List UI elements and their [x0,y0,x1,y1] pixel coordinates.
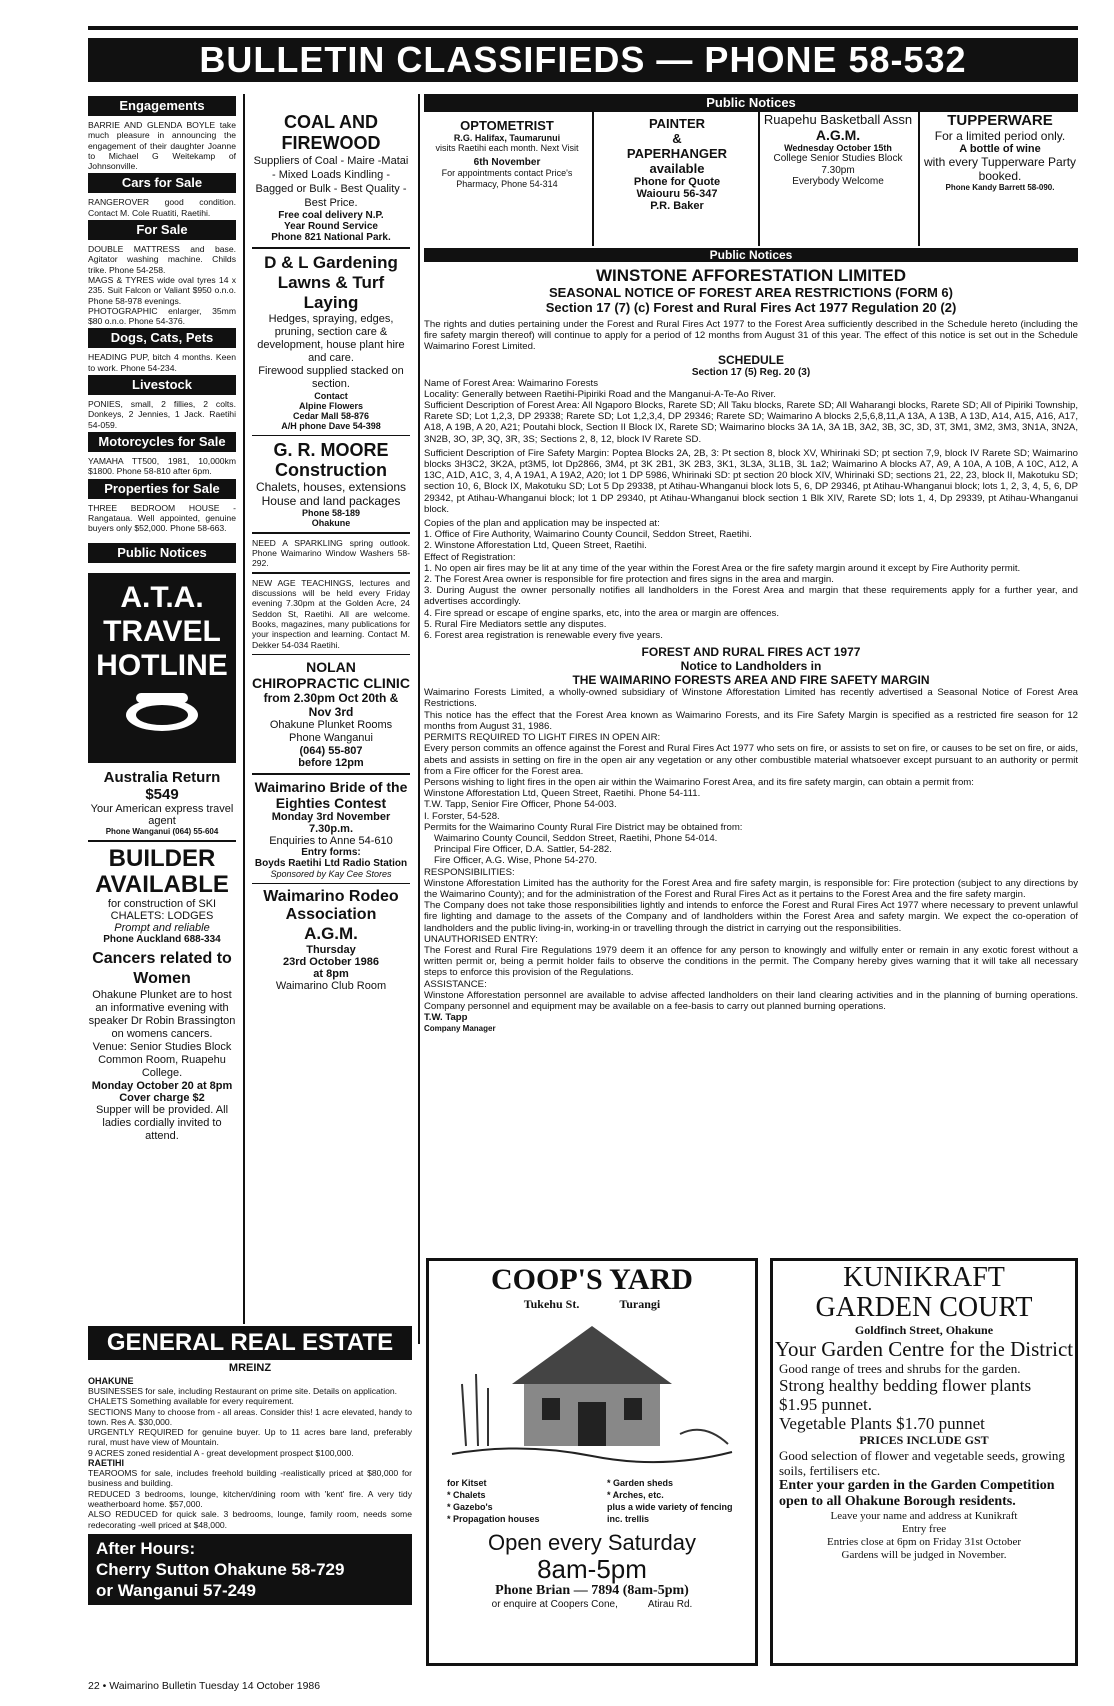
classified-column-1 [88,94,236,1324]
ad-phone: Phone Brian — 7894 (8am-5pm) [495,1583,689,1598]
notice-paragraph: Winstone Afforestation personnel are available to advise affected landholders on their land clearing activities and in the planning of burning operations. Company personnel and equipment may be available on a fee-basis to carry out planned burning operations. [424,989,1078,1012]
town-label: Turangi [619,1297,661,1311]
ad-phone: (064) 55-807 [299,745,363,758]
column-rule [243,94,245,1324]
ad-text: Leave your name and address at Kunikraft [830,1510,1018,1522]
ad-text: Year Round Service [284,221,378,232]
divider [252,247,410,249]
ad-heading: available [649,161,705,176]
notice-paragraph: Every person commits an offence against the Forest and Rural Fires Act 1977 who sets on fire, or assists to set on fire, or causes to be set on fire, or aids, abets and assists in setting on fire in the open air any vegetation or any other combustible material whatsoever except pursuant to an authority or permit from a Fire officer for the Forest area. [424,743,1078,777]
ad-phone: Phone 821 National Park. [271,232,391,243]
product-item: plus a wide variety of fencing inc. trellis [607,1502,733,1524]
ad-tagline: Your Garden Centre for the District [774,1337,1074,1361]
ad-text: Ohakune [311,518,351,528]
kunikraft-ad [770,1258,1078,1666]
notice-paragraph: Sufficient Description of Forest Area: All Ngaporo Blocks, Rarete SD; All Taku blocks, Rarete SD; All Waharangi blocks, Rarete SD; All of Pipiriki Township, Rarete SD; Lot 1,2,3, DP 29338; Rarete SD; Lot 1,2,3,4, DP 29346; Rarete SD; Waimarino A blocks 2,5,6,8,11,A 13A, A 13B, A 13D, A14, A15, A16, A17, A18, A 19B, A 20, A21; Poutahi block, Section II Block IX, Rarete SD; Waimarino blocks 3A 1A, 3A 1B, 3A2, 3B, 3C, 3D, 3T, 3M1, 3M2, 3M3, 3N1A, 3N2A, 3N2B, 3O, 3P, 3Q, 3R, 3S; Sections 2, 8, 12, block IV Rarete SD. [424,400,1078,445]
ad-heading: PAINTER [648,116,706,131]
after-hours-contact: Cherry Sutton Ohakune 58-729 [96,1559,345,1579]
section-header-properties: Properties for Sale [88,479,236,499]
product-item: * Gazebo's [447,1502,493,1512]
real-estate-ad [88,1326,412,1666]
listing: REDUCED 3 bedrooms, lounge, kitchen/dining room with 'kent' fire. A very tidy weatherboard home. $57,000. [88,1488,412,1509]
notice-paragraph: I. Forster, 54-528. [424,810,500,822]
ad-text: Venue: Senior Studies Block Common Room, Ruapehu College. [92,1040,232,1079]
notice-paragraph: The Company does not take those responsibilities lightly and intends to enforce the Forest and Rural Fires Act 1977 where necessary to prevent unlawful fire lighting and damage to the assets of the Company and of landholders within the Forest Area and safety margin. We expect the co-operation of landholders and the public living-in, working-in or travelling through the district in carrying out the responsibilities. [424,900,1078,934]
classified-ad: NEED A SPARKLING spring outlook. Phone Waimarino Window Washers 58-292. [252,537,410,569]
classified-column-2 [252,112,410,1342]
product-item: * Arches, etc. [607,1490,664,1500]
notice-paragraph: Name of Forest Area: Waimarino Forests [424,377,598,389]
ad-heading: PAPERHANGER [626,146,728,161]
notice-paragraph: Locality: Generally between Raetihi-Pipiriki Road and the Manganui-A-Te-Ao River. [424,388,776,400]
section-header-for-sale: For Sale [88,220,236,240]
notice-paragraph: Winstone Afforestation Ltd, Queen Street, Raetihi. Phone 54-111. [424,788,701,800]
ad-text: Suppliers of Coal - Maire -Matai - Mixed Loads Kindling - Bagged or Bulk - Best Quality - Best Price. [253,155,409,209]
ad-text: Hedges, spraying, edges, pruning, section care & development, house plant hire and care. [257,312,405,364]
notice-signature: Company Manager [424,1024,496,1034]
classified-ad: PONIES, small, 2 fillies, 2 colts. Donkeys, 2 Jennies, 1 Jack. Raetihi 54-059. [88,399,236,430]
nolan-chiropractic-ad [252,659,410,769]
notice-heading: SCHEDULE [717,352,784,367]
notice-paragraph: Principal Fire Officer, D.A. Sattler, 54-282. [434,844,612,856]
coop-address [429,1599,755,1610]
classified-ad: RANGEROVER good condition. Contact M. Cole Ruatiti, Raetihi. [88,197,236,218]
listing: TEAROOMS for sale, includes freehold building -realistically priced at $80,000 for business and building. [88,1468,412,1489]
ad-text: Ohakune Plunket Rooms [269,719,393,732]
ad-text: Good selection of flower and vegetable seeds, growing soils, fertilisers etc. [779,1448,1065,1478]
notice-paragraph: 6. Forest area registration is renewable every five years. [424,630,663,642]
ad-phone: Phone Wanganui (064) 55-604 [105,827,219,837]
australia-ad [88,769,236,836]
notice-signature: T.W. Tapp [424,1012,468,1024]
ad-text: PRICES INCLUDE GST [859,1433,989,1447]
listing: CHALETS Something available for every requirement. [88,1396,294,1407]
notice-paragraph: Copies of the plan and application may be inspected at: [424,518,660,530]
notice-paragraph: PERMITS REQUIRED TO LIGHT FIRES IN OPEN AIR: [424,732,661,744]
classified-ad: MAGS & TYRES wide oval tyres 14 x 235. Suit Falcon or Valiant $950 o.n.o. Phone 58-978 evenings. [88,274,236,306]
notice-paragraph: ASSISTANCE: [424,978,487,990]
listing: SECTIONS Many to choose from - all areas. Consider this! 1 acre elevated, handy to town. Res A. $30,000. [88,1406,412,1427]
ad-heading: COAL AND FIREWOOD [281,112,381,153]
divider [252,654,410,656]
listing: URGENTLY REQUIRED for genuine buyer. Up to 11 acres bare land, preferably rural, must have view of Mountain. [88,1427,412,1448]
coop-location [429,1297,755,1312]
ad-text: Entries close at 6pm on Friday 31st October [827,1536,1021,1548]
ad-heading: TUPPERWARE [947,112,1053,129]
section-header-pets: Dogs, Cats, Pets [88,328,236,348]
ad-date: Monday 3rd November 7.30p.m. [271,810,391,835]
divider [252,532,410,534]
column-rule [592,112,594,246]
section-header-public-notices: Public Notices [88,543,236,563]
listing: BUSINESSES for sale, including Restaurant on prime site. Details on application. [88,1386,398,1396]
location-label: RAETIHI [88,1458,124,1469]
notice-paragraph: This notice has the effect that the Forest Area known as Waimarino Forests, and its Fire Safety Margin is specified as a restricted fire season for 12 months from August 31, 1986. [424,709,1078,732]
winstone-forest-notice [424,266,1078,1256]
ad-text: 7.30pm [821,165,855,176]
ad-text: Entry free [901,1523,947,1535]
public-notices-header: Public Notices [424,94,1078,112]
ad-heading: G. R. MOORE [273,440,389,460]
bride-contest-ad [252,779,410,879]
ad-date: from 2.30pm Oct 20th & Nov 3rd [263,691,399,720]
ad-heading: AVAILABLE [95,870,229,898]
ad-text: Phone for Quote [633,176,721,188]
ad-heading: KUNIKRAFT [843,1262,1005,1293]
ad-text: Supper will be provided. All ladies cordially invited to attend. [95,1103,229,1142]
ad-heading: BUILDER [108,844,216,872]
ad-text: Ohakune Plunket are to host an informative evening with speaker Dr Robin Brassington on womens cancers. [88,988,236,1040]
ad-phone: A/H phone Dave 54-398 [281,420,381,431]
product-item: * Chalets [447,1490,486,1500]
ata-travel-ad [88,573,236,763]
divider [252,883,410,885]
ad-heading: Ruapehu Basketball Assn [763,112,913,127]
ata-title: HOTLINE [96,649,228,683]
divider [252,773,410,775]
notice-paragraph: The Forest and Rural Fire Regulations 1979 deem it an offence for any person to knowingly and wilfully enter or remain in any exotic forest without a written permit or, being a permit holder fails to observe the conditions in the permit. The Company hereby gives warning that it will take all necessary steps to enforce this provision of the Regulations. [424,944,1078,979]
ad-text: Enquiries to Anne 54-610 [269,834,393,847]
ad-text: Alpine Flowers [298,400,363,411]
ad-text: or enquire at Coopers Cone, [491,1599,618,1610]
column-rule [418,94,420,1344]
notice-heading: THE WAIMARINO FORESTS AREA AND FIRE SAFETY MARGIN [572,673,930,688]
ad-date: at 8pm [313,968,349,981]
coal-firewood-ad [252,112,410,243]
classified-ad: DOUBLE MATTRESS and base. Agitator washing machine. Childs trike. Phone 54-258. [88,244,236,275]
notice-paragraph: Winstone Afforestation Limited has the authority for the Forest Area and fire safety margin, is responsible for: Fire protection (subject to any directions by the Waimarino County); and for the administration of the Forest and Rural Fires Act as it pertains to the Forest Area and the fire safety margin. [424,877,1078,900]
ad-text: A bottle of wine [959,143,1041,155]
product-item: * Garden sheds [607,1478,674,1488]
notice-paragraph: UNAUTHORISED ENTRY: [424,933,538,945]
listing: ALSO REDUCED for quick sale. 3 bedrooms, lounge, family room, needs some redecorating -well priced at $48,000. [88,1509,412,1530]
ad-text: for construction of SKI CHALETS: LODGES [107,897,217,922]
ad-heading: A.G.M. [304,924,358,944]
divider [252,572,410,574]
notice-paragraph: T.W. Tapp, Senior Fire Officer, Phone 54-003. [424,799,617,811]
ad-heading: OPTOMETRIST [460,118,554,133]
ad-text: Prompt and reliable [114,921,210,934]
coops-yard-ad [426,1258,758,1666]
ad-text: Phone Wanganui [289,732,373,745]
ad-phone: Phone 58-189 [301,508,361,518]
ad-text: College Senior Studies Block [773,153,903,164]
notice-paragraph: Permits for the Waimarino County Rural Fire District may be obtained from: [424,821,743,833]
ad-heading: NOLAN CHIROPRACTIC CLINIC [252,659,410,692]
ad-text: Free coal delivery N.P. [278,210,384,221]
notice-paragraph: 2. Winstone Afforestation Ltd, Queen Street, Raetihi. [424,540,647,552]
ata-title: A.T.A. [120,581,204,615]
ad-text: Good range of trees and shrubs for the garden. [779,1361,1021,1376]
product-item: for Kitset [447,1478,487,1488]
gr-moore-ad [252,440,410,528]
ad-heading: D & L Gardening Lawns & Turf Laying [264,252,398,312]
notice-paragraph: Persons wishing to light fires in the open air within the Waimarino Forest Area, and its fire safety margin, can obtain a permit from: [424,776,974,788]
ad-text: MREINZ [228,1362,272,1374]
ata-title: TRAVEL [103,615,221,649]
after-hours-box [88,1534,412,1605]
tupperware-ad [922,112,1078,192]
painter-ad [598,112,756,212]
notice-paragraph: 4. Fire spread or escape of engine sparks, etc, into the area or margin are offences. [424,607,779,619]
notice-heading: FOREST AND RURAL FIRES ACT 1977 [641,645,861,660]
ad-text: For appointments contact Price's Pharmacy, Phone 54-314 [441,168,573,189]
ad-phone: Cedar Mall 58-876 [292,410,370,421]
classified-ad: YAMAHA TT500, 1981, 10,000km $1800. Phone 58-810 after 6pm. [88,455,236,477]
ad-heading: A.G.M. [815,127,861,143]
ad-date: Monday October 20 at 8pm [91,1079,233,1092]
notice-paragraph: 2. The Forest Area owner is responsible for fire protection and fires signs in the area and margin. [424,574,834,586]
notice-paragraph: The rights and duties pertaining under the Forest and Rural Fires Act 1977 to the Forest Area sufficiently described in the Schedule hereto (including the fire safety margin thereof) will continue to apply for a period of 12 months from August 31 of this year. The effect of this notice is set out in the Schedule Waimarino Forest Limited. [424,319,1078,353]
notice-paragraph: 1. No open air fires may be lit at any time of the year within the Forest Area or the fire safety margin around it except by Fire Authority permit. [424,562,1021,574]
ad-text: Waimarino Club Room [275,980,387,993]
ad-heading: Australia Return [103,769,221,787]
ad-price: $549 [145,786,179,804]
notice-subtitle: SEASONAL NOTICE OF FOREST AREA RESTRICTIONS (FORM 6) [549,285,953,300]
ad-text: P.R. Baker [650,200,704,212]
ad-phone: Waiouru 56-347 [636,188,718,200]
notice-paragraph: Effect of Registration: [424,551,516,563]
after-hours-contact: or Wanganui 57-249 [96,1580,256,1600]
ad-text: Firewood supplied stacked on section. [258,364,404,390]
public-notices-header: Public Notices [424,248,1078,262]
telephone-icon [122,689,202,733]
classified-ad: THREE BEDROOM HOUSE - Rangataua. Well appointed, genuine buyers only $52,000. Phone 58-663. [88,502,236,534]
ad-heading: & [672,131,682,146]
optometrist-ad [424,112,590,190]
ad-heading: Cancers related to Women [92,949,232,987]
ad-heading: Waimarino Rodeo Association [263,888,399,924]
ad-text: For a limited period only. [934,129,1066,143]
gazebo-illustration [442,1314,742,1472]
ad-phone: Phone Auckland 688-334 [103,933,221,945]
dl-gardening-ad [252,253,410,431]
column-rule [758,112,760,246]
notice-paragraph: RESPONSIBILITIES: [424,866,515,878]
opening-days: Open every Saturday [488,1530,696,1555]
ad-text: Boyds Raetihi Ltd Radio Station [254,857,408,869]
notice-title: WINSTONE AFFORESTATION LIMITED [595,266,907,285]
ad-text: visits Raetihi each month. Next Visit [435,143,579,153]
classified-ad: PHOTOGRAPHIC enlarger, 35mm $80 o.n.o. Phone 54-376. [88,305,236,327]
location-label: OHAKUNE [88,1376,134,1386]
product-item: * Propagation houses [447,1514,540,1524]
classified-ad: NEW AGE TEACHINGS, lectures and discussions will be held every Friday evening 7.30pm at the Golden Acre, 24 Seddon St, Raetihi. All are welcome. Books, magazines, many publications for your inspection and learning. Contact M. Dekker 54-034 Raetihi. [252,577,410,650]
ad-heading: Waimarino Bride of the Eighties Contest [254,778,408,811]
ad-text: Chalets, houses, extensions [255,480,407,494]
notice-paragraph: 5. Rural Fire Mediators settle any disputes. [424,618,607,630]
basketball-agm-ad [762,112,914,187]
ad-date: Thursday [306,944,356,957]
ad-heading: GENERAL REAL ESTATE [88,1326,412,1360]
ad-heading: GARDEN COURT [815,1292,1033,1323]
cancer-evening-ad [88,949,236,1143]
notice-paragraph: 1. Office of Fire Authority, Waimarino County Council, Seddon Street, Raetihi. [424,529,752,541]
notice-heading: Section 17 (5) Reg. 20 (3) [691,366,811,378]
builder-ad [88,846,236,945]
section-header-engagements: Engagements [88,96,236,116]
ad-heading: Construction [275,460,387,480]
ad-date: 6th November [473,157,541,168]
ad-text: House and land packages [261,494,401,508]
divider [252,435,410,437]
ad-text: Atirau Rd. [647,1599,693,1610]
ad-text: R.G. Halifax, Taumarunui [453,133,561,143]
column-rule [918,112,920,246]
notice-paragraph: Fire Officer, A.G. Wise, Phone 54-270. [434,855,597,867]
coop-products [429,1477,755,1525]
notice-paragraph: Waimarino Forests Limited, a wholly-owned subsidiary of Winstone Afforestation Limited has recently advertised a Seasonal Notice of Forest Area Restrictions. [424,687,1078,710]
rodeo-agm-ad [252,888,410,992]
notice-paragraph: 3. During August the owner personally notifies all landholders in the Forest Area and margin that these requirements apply for a further year, and advertises accordingly. [424,585,1078,608]
page-banner: BULLETIN CLASSIFIEDS — PHONE 58-532 [88,38,1078,82]
ad-text: Everybody Welcome [792,176,884,187]
section-header-livestock: Livestock [88,375,236,395]
ad-date: 23rd October 1986 [283,956,379,969]
top-rule [88,26,1078,30]
section-header-motorcycles: Motorcycles for Sale [88,432,236,452]
street-label: Tukehu St. [523,1297,580,1311]
classified-ad: HEADING PUP, bitch 4 months. Keen to work. Phone 54-234. [88,352,236,373]
ad-text: with every Tupperware Party booked. [923,155,1077,183]
ad-text: Strong healthy bedding flower plants $1.95 punnet. [779,1376,1032,1414]
after-hours-label: After Hours: [96,1538,196,1558]
notice-subtitle: Section 17 (7) (c) Forest and Rural Fires Act 1977 Regulation 20 (2) [545,300,957,315]
opening-hours: 8am-5pm [537,1554,647,1584]
ad-text: Gardens will be judged in November. [841,1549,1007,1561]
notice-heading: Notice to Landholders in [680,659,822,674]
ad-text: Enter your garden in the Garden Competition open to all Ohakune Borough residents. [779,1478,1055,1509]
divider [88,840,236,842]
ad-text: Vegetable Plants $1.70 punnet [779,1414,985,1433]
notice-paragraph: Waimarino County Council, Seddon Street, Raetihi, Phone 54-014. [434,832,718,844]
ad-text: before 12pm [298,757,364,770]
ad-text: Contact [314,390,348,401]
classified-ad: BARRIE AND GLENDA BOYLE take much pleasure in announcing the engagement of their daughter Joanne to Michael G Weitekamp of Johnsonville. [88,120,236,172]
ad-address: Goldfinch Street, Ohakune [854,1323,994,1337]
ad-text: Your American express travel agent [90,803,234,828]
ad-phone: Phone Kandy Barrett 58-090. [945,183,1055,192]
ad-text: Entry forms: [301,846,361,858]
ad-date: Wednesday October 15th [784,143,892,153]
notice-paragraph: Sufficient Description of Fire Safety Margin: Poptea Blocks 2A, 2B, 3: Pt section 8, block XV, Whirinaki SD; pt section 7,9, block IV Rarete SD; Waimarino blocks 3H3C2, 3K2A, pt3M5, lot Dp2866, 3M4, pt 3K 2B1, 3K 2B3, 3K1, 3L3A, 3L1B, 3L 1a2; Waimarino A blocks A7, A9, A 10A, A 10B, A 10C, A12, A 13C, A1D, A1C, 3, 4, A 19A1, A 19A2, A20; lot 1 DP 5986, Whirinaki SD: pt section 20 block XIV, Whirinaki SD; sections 21, 22, 23, block II, Makotuku SD; section 10, 6, Block IX, Makotuku SD; Lot 5 Dp 29338, pt Atihau-Whanganui block lots 5, 6, DP 29346, pt Atihau-Whanganui block; lots 1, 2, 3, 4, 5, 6, DP 29342, pt Atihau-Whanganui block; lot 1 DP 29340, pt Atihau-Whanganui block section 1 Blk XIV, Rarete SD; lots 1, 4, Dp 29339, pt Atihau-Whanganui block. [424,447,1078,515]
ad-heading: COOP'S YARD [491,1263,693,1296]
ad-price: Cover charge $2 [119,1091,205,1104]
page-footer: 22 • Waimarino Bulletin Tuesday 14 October 1986 [88,1680,321,1692]
ad-text: Sponsored by Kay Cee Stores [270,868,392,879]
listing: 9 ACRES zoned residential A - great development prospect $100,000. [88,1447,354,1458]
section-header-cars: Cars for Sale [88,173,236,193]
